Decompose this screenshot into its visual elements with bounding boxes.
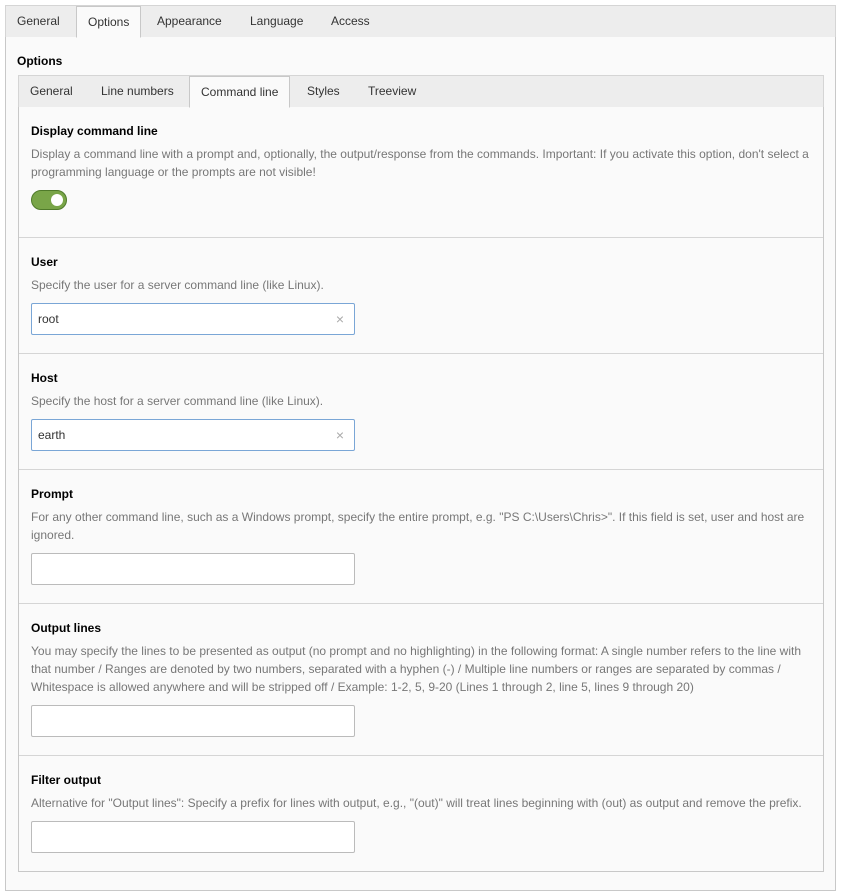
tab-language[interactable]: Language xyxy=(250,14,304,28)
toggle-knob xyxy=(51,194,63,206)
user-input-value: root xyxy=(38,312,59,326)
inner-tab-bar xyxy=(18,75,824,107)
command-line-settings xyxy=(18,107,824,872)
field-label: Display command line xyxy=(31,124,158,138)
subtab-command-line[interactable]: Command line xyxy=(189,76,290,108)
subtab-line-numbers[interactable]: Line numbers xyxy=(101,84,174,98)
subtab-treeview[interactable]: Treeview xyxy=(368,84,417,98)
tab-appearance[interactable]: Appearance xyxy=(157,14,222,28)
field-description: Specify the user for a server command line (like Linux). xyxy=(31,278,324,292)
host-input[interactable] xyxy=(31,419,355,451)
field-label: Host xyxy=(31,371,58,385)
field-description: Specify the host for a server command line (like Linux). xyxy=(31,394,324,408)
field-label: Prompt xyxy=(31,487,73,501)
section-title: Options xyxy=(17,54,63,68)
field-display-command-line xyxy=(19,107,823,238)
outer-tab-bar xyxy=(5,5,836,37)
field-filter-output xyxy=(19,756,823,872)
display-command-line-toggle[interactable] xyxy=(31,190,67,210)
field-label: User xyxy=(31,255,58,269)
options-panel xyxy=(5,5,836,891)
filter-output-input[interactable] xyxy=(31,821,355,853)
subtab-general[interactable]: General xyxy=(30,84,73,98)
subtab-styles[interactable]: Styles xyxy=(307,84,340,98)
field-prompt xyxy=(19,470,823,604)
field-description: You may specify the lines to be presented as output (no prompt and no highlighting) in the following format: A single number refers to the line with that number / Ranges are denoted by two numbers, separated with a hyphen (-) / Multiple line numbers or ranges are separated by commas / Whitespace is allowed anywhere and will be stripped off / Example: 1-2, 5, 9-20 (Lines 1 through 2, line 5, lines 9 through 20) xyxy=(31,644,802,694)
tab-options[interactable]: Options xyxy=(76,6,141,38)
field-user xyxy=(19,238,823,354)
user-input[interactable] xyxy=(31,303,355,335)
clear-icon[interactable]: × xyxy=(335,427,344,443)
field-label: Output lines xyxy=(31,621,101,635)
options-tab-content xyxy=(5,37,836,891)
tab-access[interactable]: Access xyxy=(331,14,370,28)
field-description: Display a command line with a prompt and, optionally, the output/response from the commands. Important: If you activate this option, don't select a programming language or the prompts are not visible! xyxy=(31,147,809,179)
prompt-input[interactable] xyxy=(31,553,355,585)
field-description: Alternative for "Output lines": Specify a prefix for lines with output, e.g., "(out)" will treat lines beginning with (out) as output and remove the prefix. xyxy=(31,796,802,810)
tab-general[interactable]: General xyxy=(17,14,60,28)
field-label: Filter output xyxy=(31,773,101,787)
host-input-value: earth xyxy=(38,428,66,442)
output-lines-input[interactable] xyxy=(31,705,355,737)
field-output-lines xyxy=(19,604,823,756)
field-host xyxy=(19,354,823,470)
clear-icon[interactable]: × xyxy=(335,311,344,327)
options-subpanel xyxy=(18,75,824,872)
field-description: For any other command line, such as a Windows prompt, specify the entire prompt, e.g. "PS C:\Users\Chris>". If this field is set, user and host are ignored. xyxy=(31,510,805,542)
